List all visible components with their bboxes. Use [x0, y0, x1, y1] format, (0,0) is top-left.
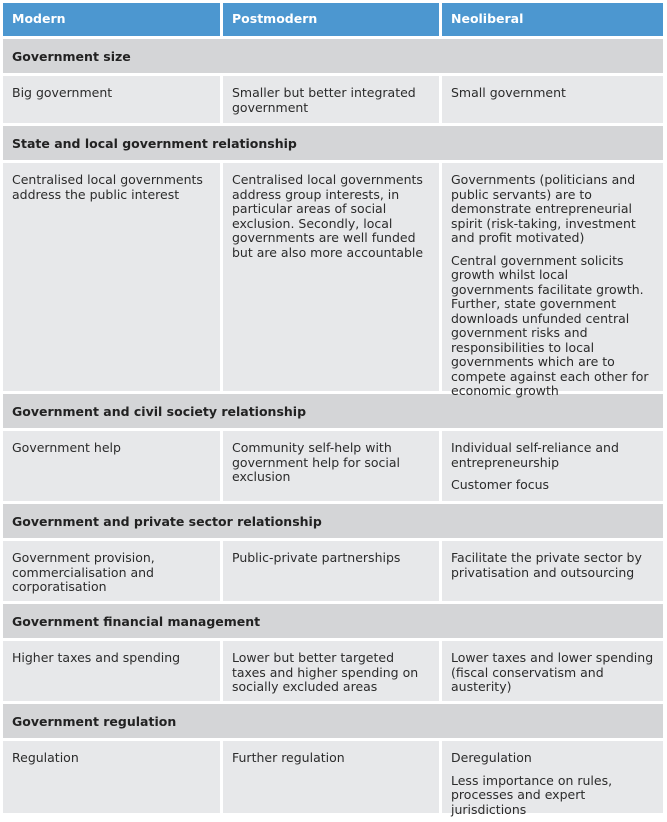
- cell-modern: [3, 641, 220, 701]
- cell-modern: [3, 76, 220, 123]
- cell-text: Facilitate the private sector by privatisation and outsourcing: [451, 550, 642, 580]
- cell-text: Big government: [12, 85, 113, 100]
- cell-postmodern: [223, 431, 439, 501]
- table-row: [3, 76, 663, 123]
- section-title-regulation: Government regulation: [3, 704, 663, 738]
- section-title-civil-society: Government and civil society relationship: [3, 394, 663, 428]
- cell-text: Small government: [451, 85, 566, 100]
- cell-neoliberal: [442, 641, 663, 701]
- section-title-government-size: Government size: [3, 39, 663, 73]
- cell-text: Community self-help with government help for social exclusion: [232, 440, 400, 484]
- cell-modern: [3, 541, 220, 601]
- cell-text: Smaller but better integrated government: [232, 85, 416, 115]
- cell-postmodern: [223, 163, 439, 391]
- cell-text: Public-private partnerships: [232, 550, 401, 565]
- table-row: [3, 541, 663, 601]
- cell-neoliberal: [442, 76, 663, 123]
- comparison-table: [3, 3, 663, 816]
- cell-text: Higher taxes and spending: [12, 650, 181, 665]
- cell-text: Centralised local governments address the public interest: [12, 172, 203, 202]
- cell-neoliberal: [442, 541, 663, 601]
- table-row: [3, 163, 663, 398]
- header-neoliberal: Neoliberal: [442, 3, 663, 36]
- cell-text: Individual self-reliance and entrepreneurship: [451, 440, 619, 470]
- cell-modern: [3, 741, 220, 813]
- cell-text: Central government solicits growth whilst local governments facilitate growth. Further, state government downloads unfunded central government risks and responsibilities to local governments which are to compete against each other for economic growth: [451, 252, 649, 398]
- cell-postmodern: [223, 541, 439, 601]
- cell-neoliberal: [442, 431, 663, 501]
- cell-modern: [3, 431, 220, 501]
- section-title-private-sector: Government and private sector relationship: [3, 504, 663, 538]
- cell-text: Regulation: [12, 750, 79, 765]
- cell-text: Deregulation: [451, 750, 532, 765]
- cell-text: Lower but better targeted taxes and higher spending on socially excluded areas: [232, 650, 419, 694]
- cell-text: Further regulation: [232, 750, 345, 765]
- section-title-financial: Government financial management: [3, 604, 663, 638]
- cell-text: Centralised local governments address group interests, in particular areas of social exclusion. Secondly, local governments are well funded but are also more accountable: [232, 172, 424, 260]
- cell-text: Lower taxes and lower spending (fiscal conservatism and austerity): [451, 650, 654, 694]
- cell-postmodern: [223, 741, 439, 813]
- cell-postmodern: [223, 76, 439, 123]
- header-row: [3, 3, 663, 36]
- cell-text: Less importance on rules, processes and expert jurisdictions: [451, 772, 613, 817]
- cell-postmodern: [223, 641, 439, 701]
- cell-neoliberal: [442, 741, 663, 817]
- cell-text: Government provision, commercialisation and corporatisation: [12, 550, 155, 594]
- cell-neoliberal: [442, 163, 663, 398]
- cell-text: Government help: [12, 440, 121, 455]
- cell-text: Governments (politicians and public servants) are to demonstrate entrepreneurial spirit (risk-taking, investment and profit motivated): [451, 172, 636, 245]
- table-row: [3, 641, 663, 701]
- cell-modern: [3, 163, 220, 391]
- header-modern: Modern: [3, 3, 220, 36]
- table-row: [3, 431, 663, 501]
- cell-text: Customer focus: [451, 477, 550, 492]
- table-row: [3, 741, 663, 817]
- header-postmodern: Postmodern: [223, 3, 439, 36]
- section-title-state-local: State and local government relationship: [3, 126, 663, 160]
